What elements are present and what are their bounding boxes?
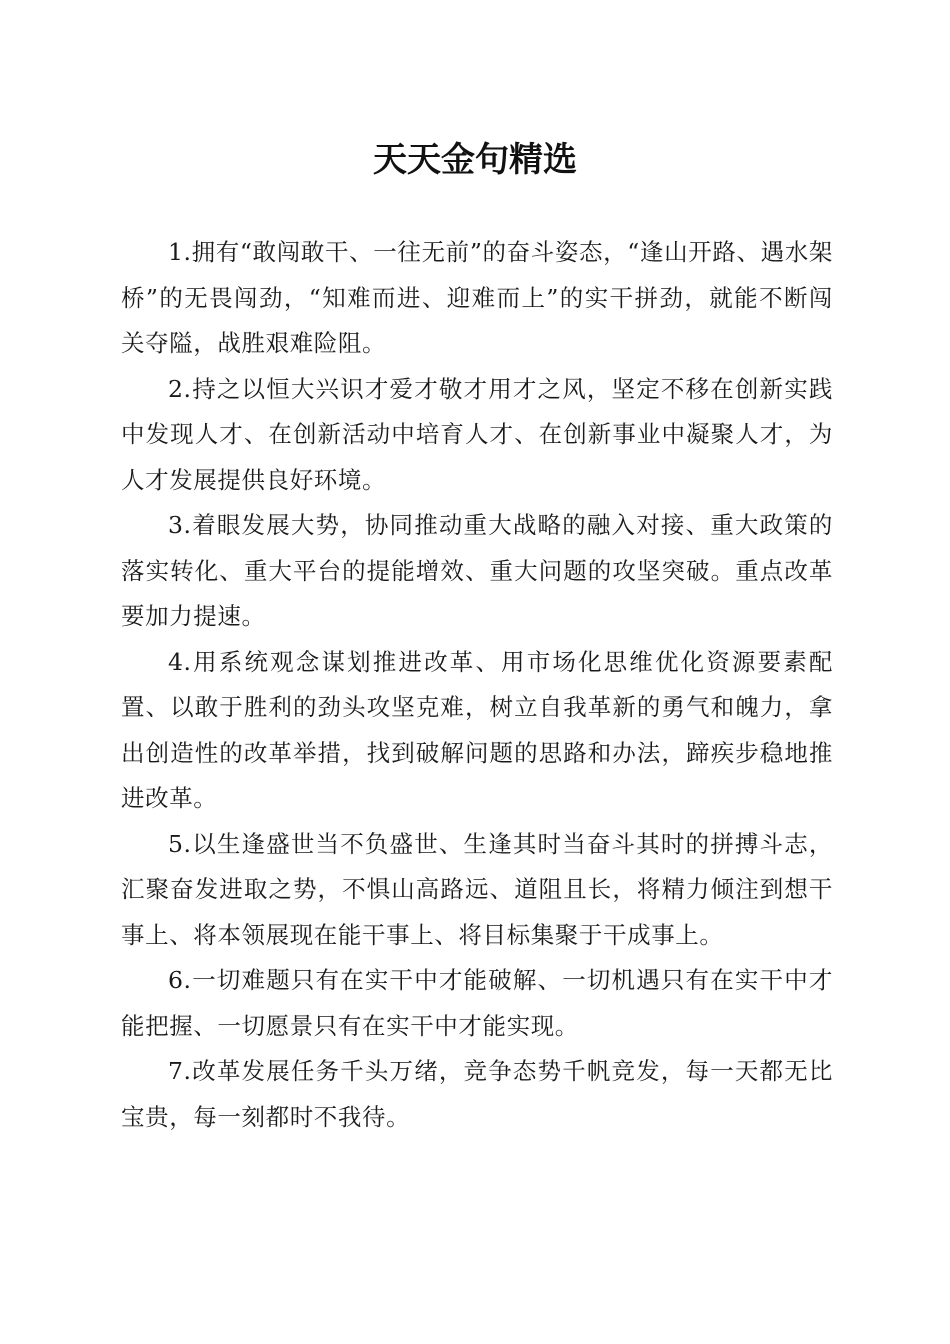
paragraph-4: 4.用系统观念谋划推进改革、用市场化思维优化资源要素配置、以敢于胜利的劲头攻坚克难，树立自我革新的勇气和魄力，拿出创造性的改革举措，找到破解问题的思路和办法，蹄疾步稳地推进改革。 bbox=[121, 647, 833, 812]
paragraph-5: 5.以生逢盛世当不负盛世、生逢其时当奋斗其时的拼搏斗志，汇聚奋发进取之势，不惧山高路远、道阻且长，将精力倾注到想干事上、将本领展现在能干事上、将目标集聚于干成事上。 bbox=[121, 829, 833, 949]
paragraph-6: 6.一切难题只有在实干中才能破解、一切机遇只有在实干中才能把握、一切愿景只有在实干中才能实现。 bbox=[121, 966, 833, 1040]
paragraph-1: 1.拥有“敢闯敢干、一往无前”的奋斗姿态，“逢山开路、遇水架桥”的无畏闯劲，“知难而进、迎难而上”的实干拼劲，就能不断闯关夺隘，战胜艰难险阻。 bbox=[121, 238, 833, 357]
paragraph-2: 2.持之以恒大兴识才爱才敬才用才之风，坚定不移在创新实践中发现人才、在创新活动中培育人才、在创新事业中凝聚人才，为人才发展提供良好环境。 bbox=[121, 374, 833, 494]
paragraph-7: 7.改革发展任务千头万绪，竞争态势千帆竞发，每一天都无比宝贵，每一刻都时不我待。 bbox=[121, 1057, 833, 1131]
paragraph-3: 3.着眼发展大势，协同推动重大战略的融入对接、重大政策的落实转化、重大平台的提能增效、重大问题的攻坚突破。重点改革要加力提速。 bbox=[121, 511, 833, 630]
document-body bbox=[121, 230, 833, 1140]
page-title: 天天金句精选 bbox=[373, 140, 577, 180]
